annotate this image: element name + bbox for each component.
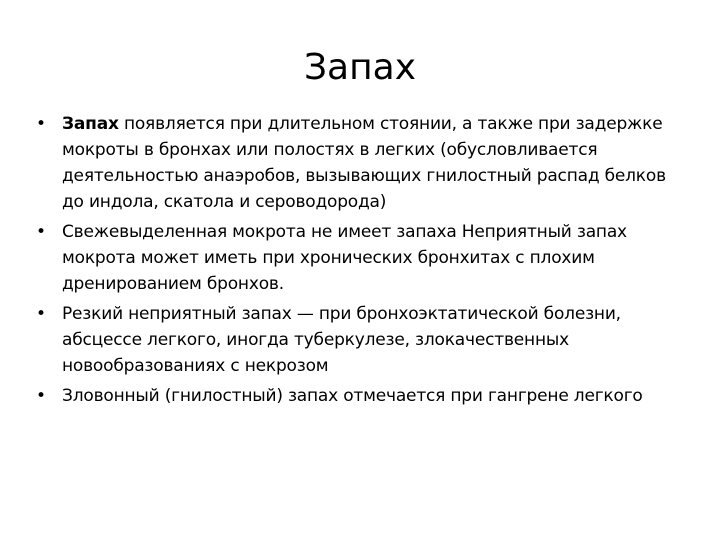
- bullet-text: появляется при длительном стоянии, а также при задержке мокроты в бронхах или полостях в легких (обусловливается деятельностью анаэробов, вызывающих гнилостный распад белков до индола, скатола и сероводорода): [62, 114, 666, 212]
- bullet-item-2: [36, 219, 686, 297]
- bullet-item-3: [36, 301, 686, 379]
- slide-title: Запах: [303, 47, 417, 88]
- bullet-marker: •: [36, 114, 46, 134]
- bullet-text: Резкий неприятный запах — при бронхоэктатической болезни, абсцессе легкого, иногда туберкулезе, злокачественных новообразованиях с некрозом: [62, 304, 621, 376]
- bullet-marker: •: [36, 386, 46, 406]
- bullet-marker: •: [36, 304, 46, 324]
- bullet-bold-term: Запах: [62, 114, 119, 134]
- bullet-list: [36, 111, 686, 413]
- bullet-text: Свежевыделенная мокрота не имеет запаха Неприятный запах мокрота может иметь при хронических бронхитах с плохим дренированием бронхов.: [62, 222, 627, 294]
- bullet-item-4: [36, 383, 686, 409]
- bullet-marker: •: [36, 222, 46, 242]
- bullet-item-1: [36, 111, 686, 215]
- bullet-text: Зловонный (гнилостный) запах отмечается при гангрене легкого: [62, 386, 643, 406]
